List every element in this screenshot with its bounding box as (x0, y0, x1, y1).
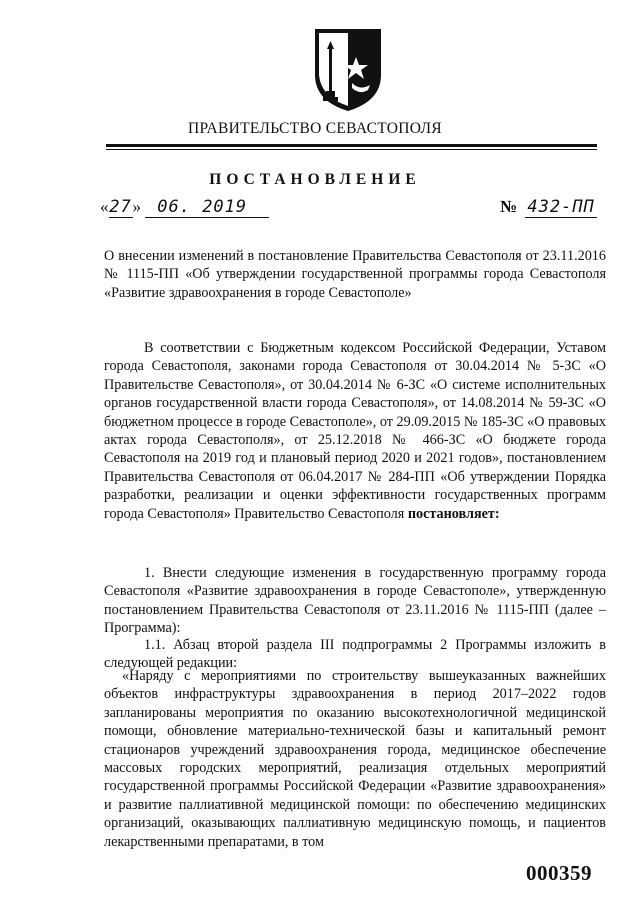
decree-number (500, 197, 597, 218)
decree-date (100, 197, 269, 218)
item-1-1: 1.1. Абзац второй раздела III подпрограммы 2 Программы изложить в следующей редакции: (104, 637, 606, 672)
coat-of-arms-icon (312, 27, 384, 113)
date-day: 27 (109, 197, 132, 217)
item-1: 1. Внести следующие изменения в государственную программу города Севастополя «Развитие здравоохранения в городе Севастополе», утвержденную постановлением Правительства Севастополя от 23.11.2016 № 1115-ПП (далее – Программа): (104, 565, 606, 637)
legal-basis-text: В соответствии с Бюджетным кодексом Российской Федерации, Уставом города Севастополя, законами города Севастополя от 30.04.2014 № 5-ЗС «О Правительстве Севастополя», от 30.04.2014 № 6-ЗС «О системе исполнительных органов государственной власти города Севастополя», от 14.08.2014 № 59-ЗС «О бюджетном процессе в городе Севастополе», от 29.09.2015 № 185-ЗС «О правовых актах города Севастополя», от 25.12.2018 № 466-ЗС «О бюджете города Севастополя на 2019 год и плановый период 2020 и 2021 годов», постановлением Правительства Севастополя от 06.04.2017 № 284-ПП «Об утверждении Порядка разработки, реализации и оценки эффективности государственных программ города Севастополя» Правительство Севастополя (104, 340, 606, 522)
amended-text-quote: «Наряду с мероприятиями по строительству вышеуказанных важнейших объектов инфраструктуры здравоохранения в период 2017–2022 годов запланированы мероприятия по оказанию высокотехнологичной медицинской помощи, обновление материально-технической базы и капитальный ремонт стационаров учреждений здравоохранения города, медицинское обеспечение массовых городских мероприятий, реализация отдельных мероприятий государственной программы Российской Федерации «Развитие здравоохранения» и развитие паллиативной медицинской помощи: по обеспечению медицинских организаций, оказывающих паллиативную медицинскую помощь, и пациентов лекарственными препаратами, в том (104, 668, 606, 850)
legal-basis-paragraph (104, 339, 606, 523)
date-month-year: 06. 2019 (145, 197, 269, 218)
number-label: № (500, 197, 518, 216)
decree-subject: О внесении изменений в постановление Правительства Севастополя от 23.11.2016 № 1115-ПП «Об утверждении государственной программы города Севастополя «Развитие здравоохранения в городе Севастополе» (104, 248, 606, 301)
number-value: 432-ПП (525, 197, 597, 218)
page-serial-number: 000359 (526, 861, 592, 885)
document-type-title: ПОСТАНОВЛЕНИЕ (209, 171, 421, 188)
government-name: ПРАВИТЕЛЬСТВО СЕВАСТОПОЛЯ (188, 120, 442, 137)
date-open-quote: « (100, 197, 109, 216)
header-rule-thick (106, 144, 597, 147)
date-close-quote: » (132, 197, 141, 216)
resolves-keyword: постановляет: (407, 505, 500, 522)
header-rule-thin (106, 149, 597, 150)
